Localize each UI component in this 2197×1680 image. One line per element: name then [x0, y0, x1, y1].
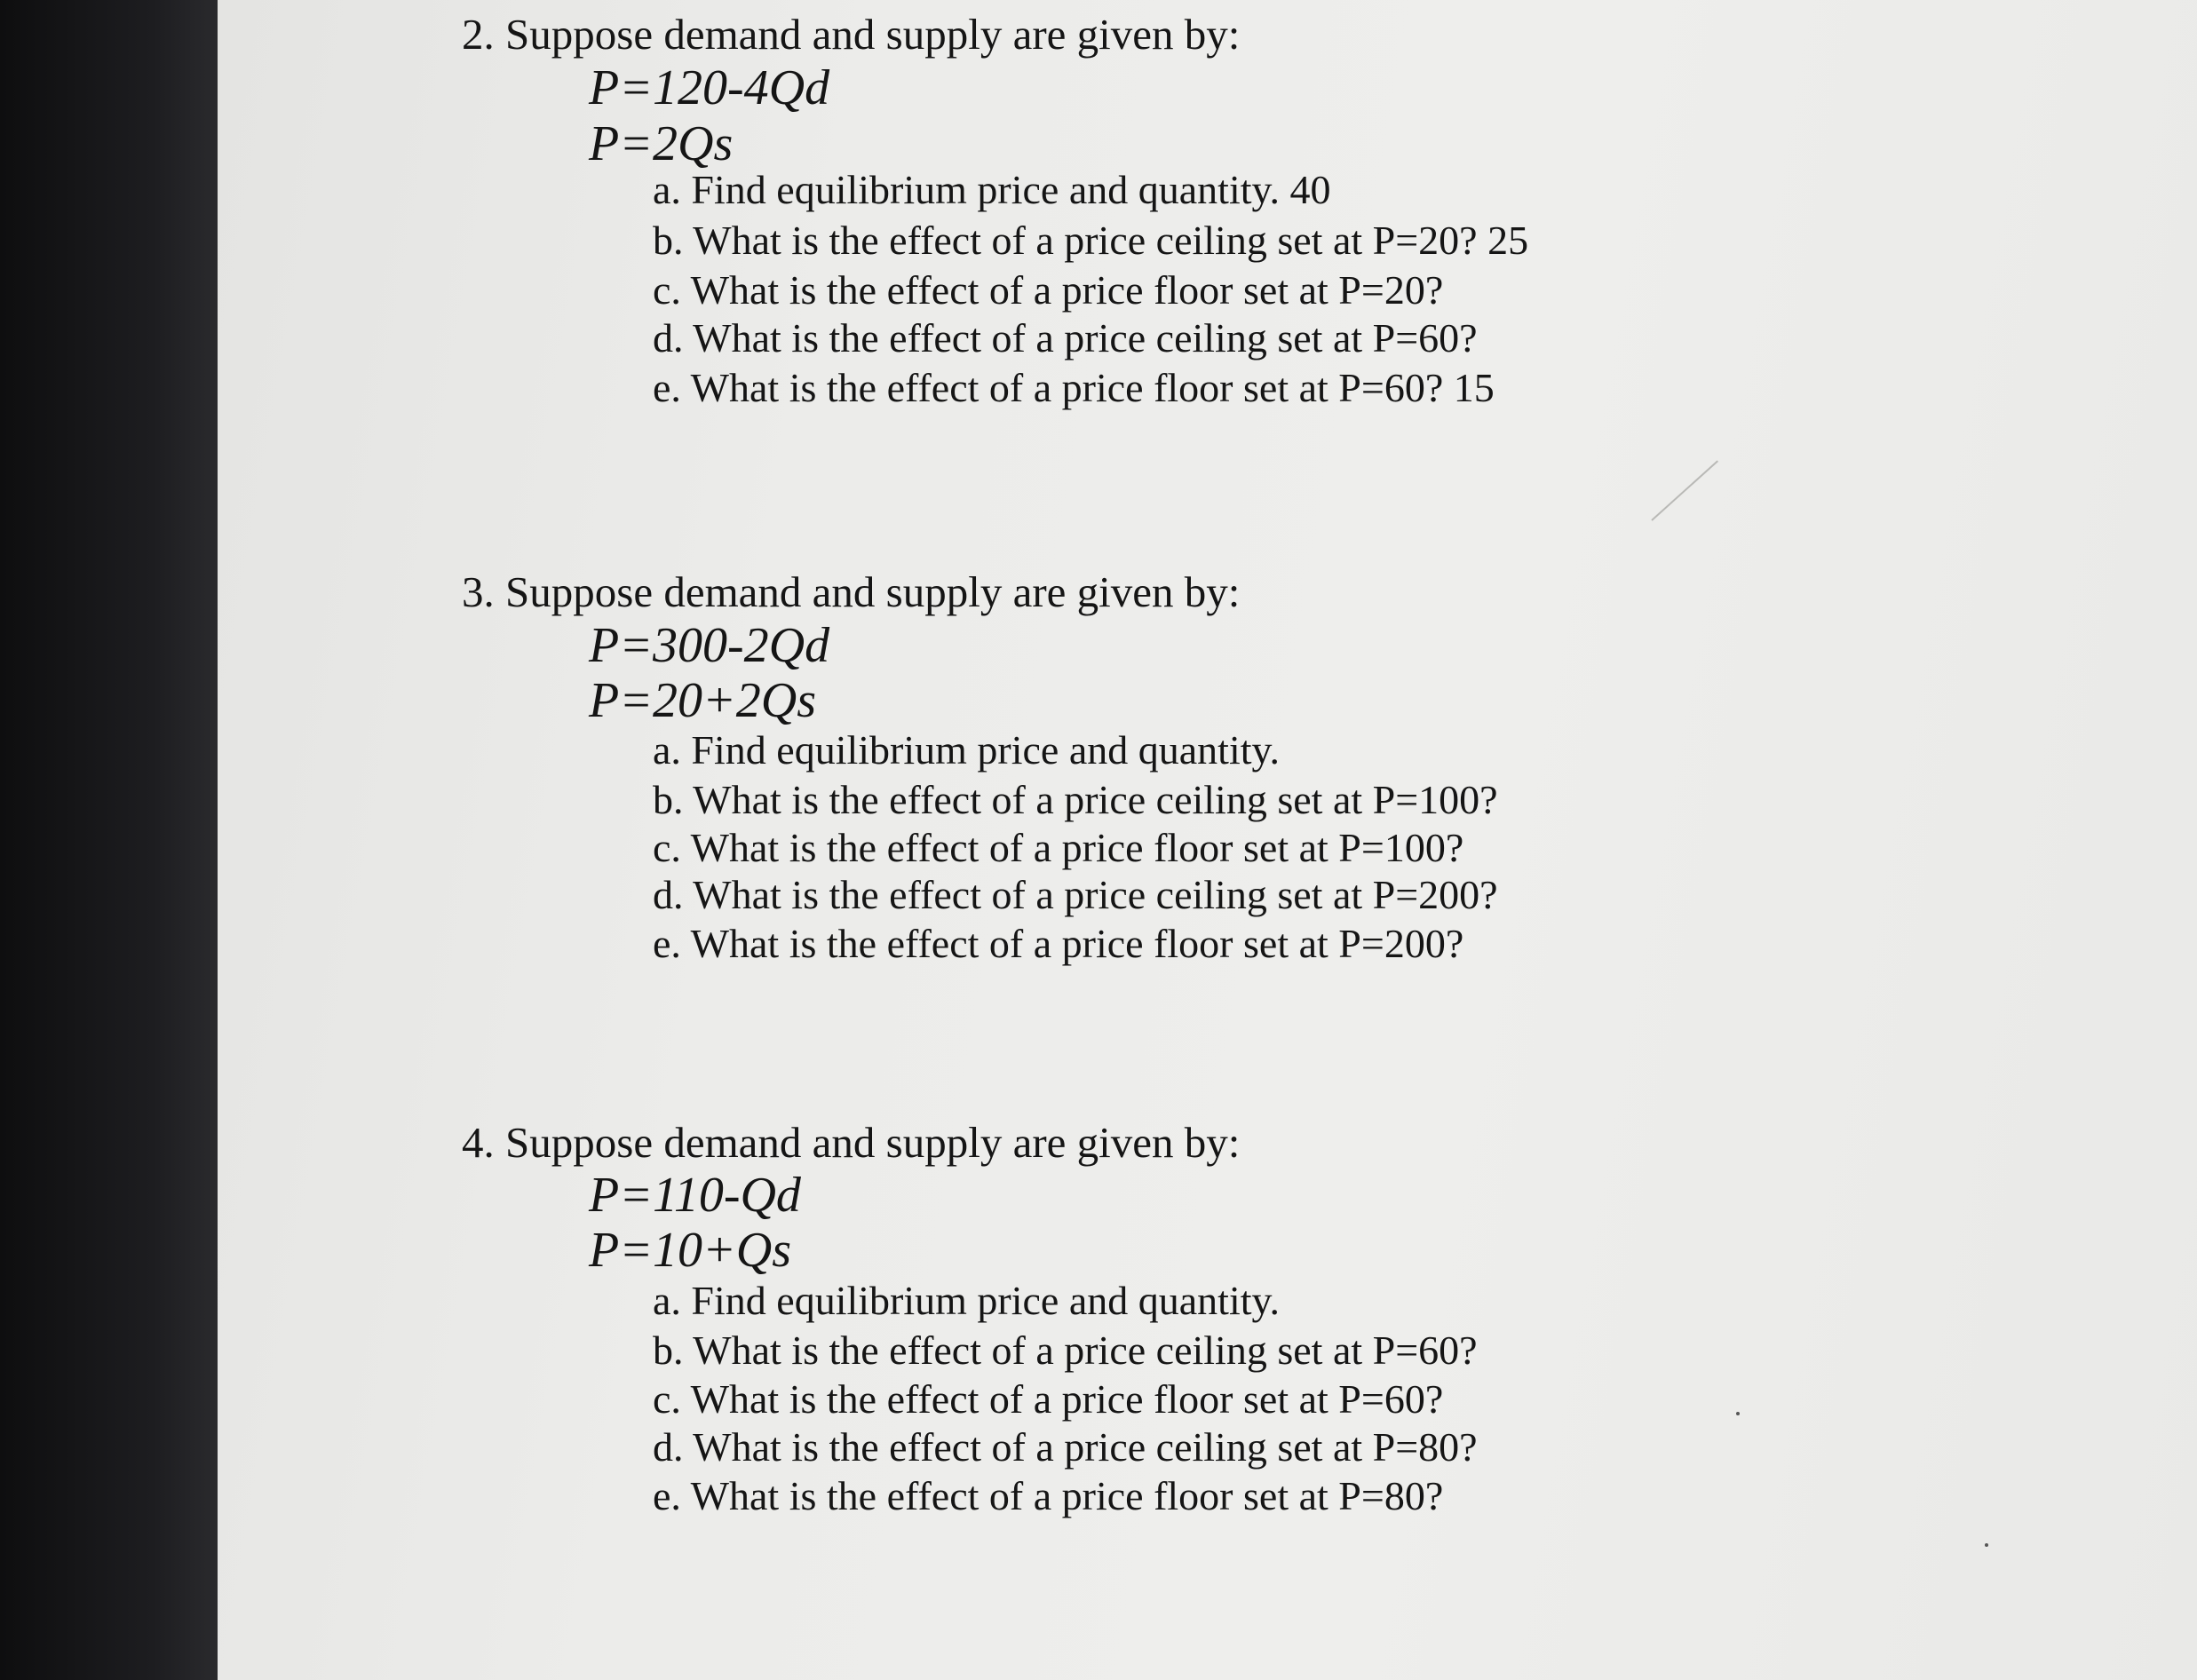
paper-crease: [1651, 460, 1718, 520]
supply-equation: P=2Qs: [589, 116, 734, 171]
problem-heading: 4. Suppose demand and supply are given by:: [462, 1118, 1241, 1167]
question-part-d: d. What is the effect of a price ceiling set at P=200?: [653, 872, 1498, 917]
question-part-b: b. What is the effect of a price ceiling set at P=20? 25: [653, 218, 1529, 263]
question-part-a: a. Find equilibrium price and quantity. 40: [653, 167, 1331, 212]
paper-speck: [1985, 1543, 1988, 1547]
question-part-a: a. Find equilibrium price and quantity.: [653, 727, 1281, 773]
question-part-b: b. What is the effect of a price ceiling set at P=60?: [653, 1327, 1478, 1373]
problem-heading: 2. Suppose demand and supply are given by:: [462, 10, 1241, 59]
question-part-c: c. What is the effect of a price floor set at P=60?: [653, 1376, 1444, 1422]
question-part-e: e. What is the effect of a price floor set at P=80?: [653, 1473, 1444, 1518]
paper-speck: [1736, 1412, 1740, 1415]
worksheet-page: [218, 0, 2197, 1680]
demand-equation: P=300-2Qd: [589, 618, 830, 673]
question-part-a: a. Find equilibrium price and quantity.: [653, 1278, 1281, 1323]
question-part-d: d. What is the effect of a price ceiling set at P=80?: [653, 1424, 1478, 1470]
question-part-e: e. What is the effect of a price floor set at P=60? 15: [653, 365, 1495, 410]
supply-equation: P=20+2Qs: [589, 673, 817, 728]
question-part-d: d. What is the effect of a price ceiling set at P=60?: [653, 315, 1478, 361]
demand-equation: P=120-4Qd: [589, 60, 830, 115]
question-part-e: e. What is the effect of a price floor set at P=200?: [653, 921, 1464, 966]
demand-equation: P=110-Qd: [589, 1168, 801, 1223]
supply-equation: P=10+Qs: [589, 1223, 792, 1278]
question-part-c: c. What is the effect of a price floor set at P=20?: [653, 267, 1444, 313]
question-part-c: c. What is the effect of a price floor set at P=100?: [653, 825, 1464, 870]
question-part-b: b. What is the effect of a price ceiling set at P=100?: [653, 777, 1498, 822]
dark-background: [0, 0, 218, 1680]
problem-heading: 3. Suppose demand and supply are given by:: [462, 567, 1241, 616]
